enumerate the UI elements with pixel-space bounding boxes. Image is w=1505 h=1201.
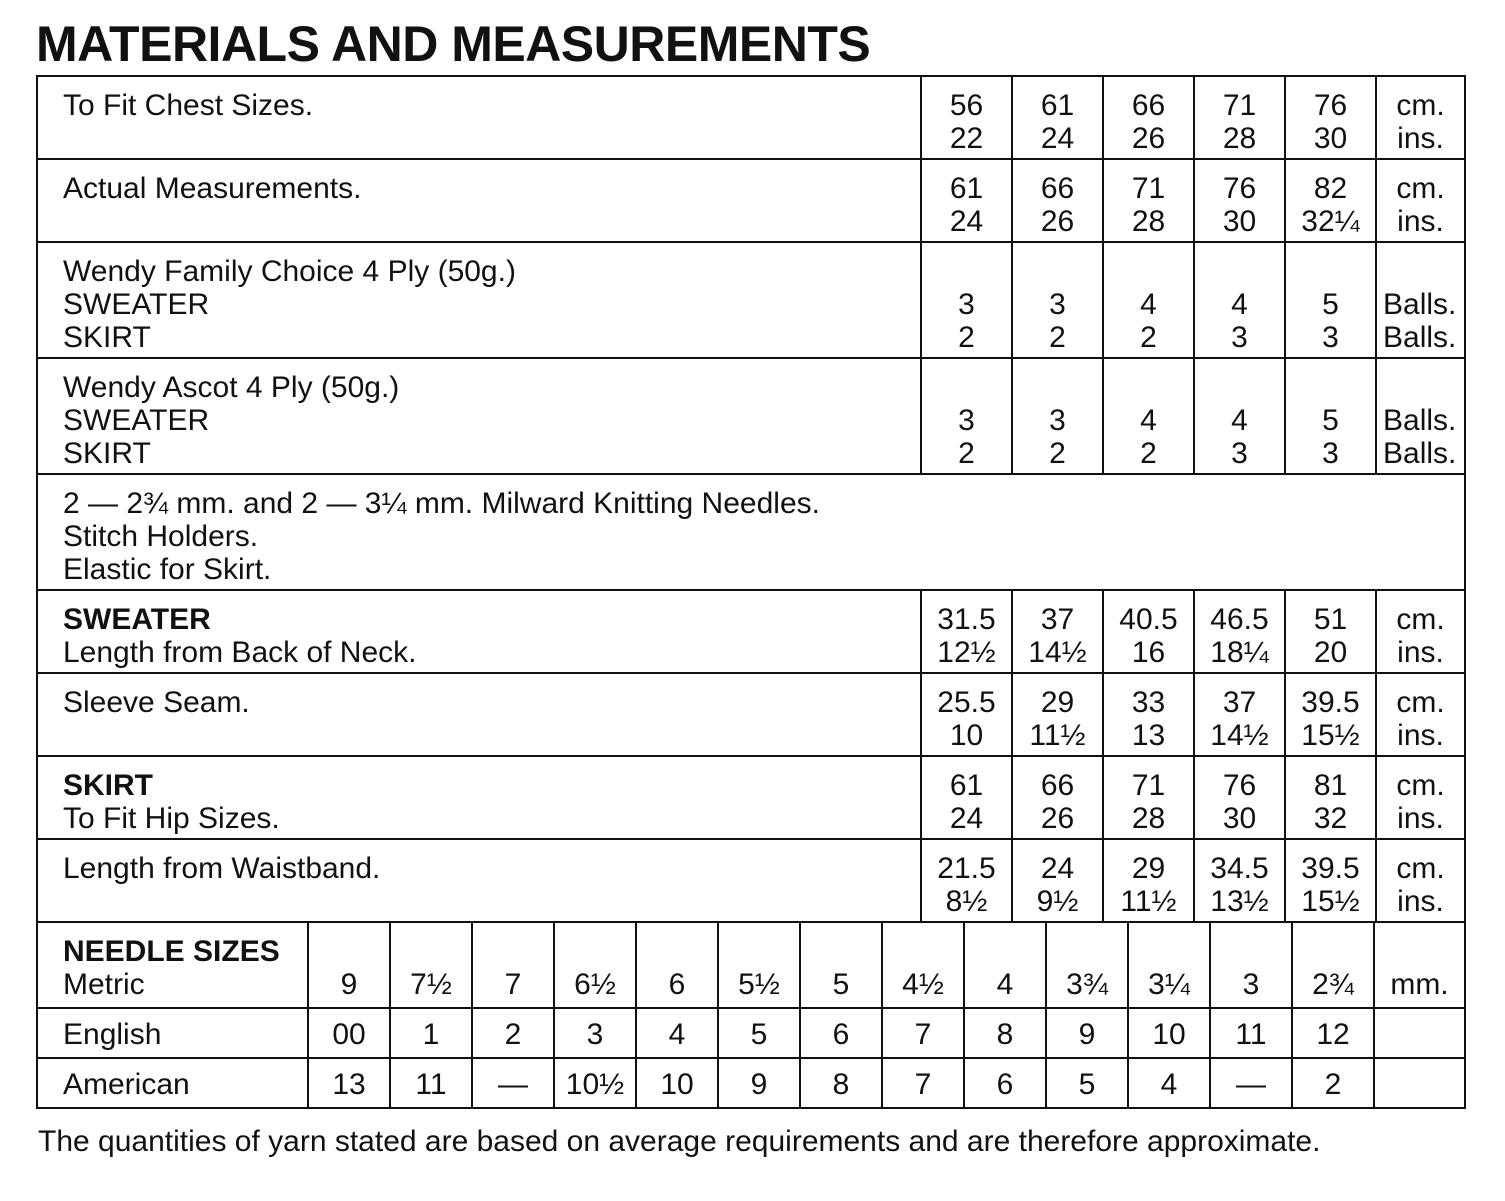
size-value [1285,242,1376,358]
row-actual [37,159,1465,242]
needle-label [37,1008,308,1058]
size-value-line: 4 [1231,288,1248,321]
needle-size-line: 3¾ [1066,968,1108,1001]
size-value-line: 71 [1131,172,1166,205]
needle-size-line: 8 [996,1018,1014,1051]
needle-size [472,922,554,1008]
needle-size-line: 4 [668,1018,686,1051]
size-value [1194,673,1285,756]
unit-cell-line: Balls. [1383,321,1457,354]
size-value [1194,590,1285,673]
needle-row-metric [37,922,1465,1008]
size-value-line: 3 [1049,288,1066,321]
unit-cell-line: ins. [1397,636,1444,669]
row-label [37,839,921,922]
unit-cell-line: Balls. [1383,288,1457,321]
needle-size [1374,922,1465,1008]
unit-cell [1376,673,1465,756]
size-value-line: 13½ [1210,885,1269,918]
unit-cell-line: cm. [1396,769,1445,802]
unit-cell-line [1383,255,1464,288]
size-value-line: 39.5 [1301,686,1360,719]
size-value-line: 10 [949,719,984,752]
size-value-line: 4 [1140,404,1157,437]
needle-size [718,1058,800,1108]
size-value-line: 29 [1131,852,1166,885]
yarn-label-line: SKIRT [63,437,151,470]
needle-size [308,1008,390,1058]
row-extras [37,474,1465,590]
yarn-label [37,358,921,474]
size-value [1194,358,1285,474]
size-value-line: 30 [1222,802,1257,835]
needle-size-line: 9 [1078,1018,1096,1051]
needle-size [1128,922,1210,1008]
size-value-line: 2 [958,321,975,354]
size-value-line [922,255,1011,288]
needle-sizes-table [36,921,1466,1109]
needle-size-line: 9 [340,968,358,1001]
size-value-line: 76 [1313,89,1348,122]
size-value-line [1013,255,1102,288]
size-value-line: 66 [1040,172,1075,205]
size-value [1103,242,1194,358]
needle-size [800,922,882,1008]
needle-size [800,1058,882,1108]
size-value-line: 16 [1131,636,1166,669]
size-value [1194,839,1285,922]
row-label-line: To Fit Chest Sizes. [63,89,314,122]
unit-cell-line: Balls. [1383,404,1457,437]
size-value-line: 40.5 [1119,603,1178,636]
needle-size [882,922,964,1008]
row-label [37,159,921,242]
needle-size-line: 12 [1316,1018,1350,1051]
unit-cell-line: ins. [1397,122,1444,155]
needle-size-line: 10½ [565,1068,625,1101]
size-value [1103,159,1194,242]
needle-size [554,1058,636,1108]
needle-size-line: 1 [422,1018,440,1051]
needle-size [1210,922,1292,1008]
needle-size [964,1008,1046,1058]
size-value-line: 32 [1313,802,1348,835]
size-value-line: 76 [1222,769,1257,802]
needle-size-line: 10 [1152,1018,1186,1051]
size-value-line: 37 [1222,686,1257,719]
unit-cell [1376,756,1465,839]
size-value [921,242,1012,358]
unit-cell-line: cm. [1396,89,1445,122]
size-value-line [1104,255,1193,288]
extras-cell-line: Elastic for Skirt. [63,553,272,586]
needle-size-line [1375,1068,1464,1101]
size-value-line: 3 [1231,437,1248,470]
row-label-line: Length from Waistband. [63,852,381,885]
size-value-line [1104,371,1193,404]
size-value-line: 66 [1040,769,1075,802]
needle-size-line: 7½ [410,968,452,1001]
row-label-line: Sleeve Seam. [63,686,250,719]
yarn-label [37,242,921,358]
unit-cell-line: ins. [1397,885,1444,918]
needle-size [964,922,1046,1008]
size-value-line: 71 [1131,769,1166,802]
needle-label-line: NEEDLE SIZES [63,935,280,968]
size-value [1103,839,1194,922]
needle-size-line: 7 [914,1068,932,1101]
size-value [921,839,1012,922]
needle-size-line: 3 [1242,968,1260,1001]
size-value-line: 26 [1040,205,1075,238]
needle-size [1128,1008,1210,1058]
unit-cell-line: ins. [1397,719,1444,752]
row-skirt-hip [37,756,1465,839]
needle-size [882,1008,964,1058]
size-value-line: 5 [1322,288,1339,321]
size-value [1194,756,1285,839]
row-label [37,76,921,159]
size-value-line: 24 [1040,852,1075,885]
needle-size-line: 6½ [574,968,616,1001]
size-value-line [1286,255,1375,288]
needle-size [636,1008,718,1058]
needle-size [554,922,636,1008]
size-value [921,358,1012,474]
size-value-line: 2 [1049,321,1066,354]
needle-label-line: American [63,1068,190,1101]
size-value-line: 8½ [945,885,988,918]
size-value-line: 12½ [937,636,996,669]
needle-size-line: — [1236,1068,1266,1101]
size-value [1285,76,1376,159]
size-value [1012,159,1103,242]
size-value-line: 3 [958,404,975,437]
needle-size [1292,1008,1374,1058]
needle-size [472,1058,554,1108]
size-value-line: 22 [949,122,984,155]
size-value-line: 4 [1140,288,1157,321]
needle-size-line: 10 [660,1068,694,1101]
needle-size [1210,1058,1292,1108]
unit-cell [1376,590,1465,673]
size-value [1285,673,1376,756]
size-value-line: 26 [1131,122,1166,155]
row-family [37,242,1465,358]
unit-cell-line [1383,371,1464,404]
needle-size [390,922,472,1008]
size-value [1285,756,1376,839]
size-value [1194,76,1285,159]
needle-row-english [37,1008,1465,1058]
size-value-line: 25.5 [937,686,996,719]
needle-size [1292,922,1374,1008]
size-value [1194,159,1285,242]
needle-label [37,922,308,1008]
size-value [1103,76,1194,159]
needle-size-line: 7 [504,968,522,1001]
size-value [1012,839,1103,922]
size-value-line: 39.5 [1301,852,1360,885]
size-value-line: 11½ [1029,719,1086,752]
needle-size [1374,1058,1465,1108]
measurements-table [36,75,1466,923]
footnote: The quantities of yarn stated are based on average requirements and are therefore approximate. [38,1125,1321,1158]
needle-size-line: 4½ [902,968,944,1001]
size-value-line: 2 [1140,321,1157,354]
needle-size-line [1375,1018,1464,1051]
needle-row-american [37,1058,1465,1108]
needle-size [718,1008,800,1058]
size-value [1103,756,1194,839]
extras-cell [37,474,1465,590]
row-label-line: SWEATER [63,603,211,636]
size-value-line: 3 [1231,321,1248,354]
needle-size-line: 5 [832,968,850,1001]
size-value-line: 71 [1222,89,1257,122]
row-skirt-length [37,839,1465,922]
size-value-line: 13 [1131,719,1166,752]
needle-size-line: 5½ [738,968,780,1001]
size-value-line: 66 [1131,89,1166,122]
needle-size-line: 3¼ [1148,968,1190,1001]
unit-cell [1376,76,1465,159]
needle-size-line: 7 [914,1018,932,1051]
size-value-line: 26 [1040,802,1075,835]
size-value [1285,590,1376,673]
size-value [1012,590,1103,673]
row-label [37,756,921,839]
needle-size-line: 4 [996,968,1014,1001]
needle-size [800,1008,882,1058]
needle-size [636,1058,718,1108]
needle-size-line: 11 [415,1068,447,1101]
size-value-line: 61 [949,172,984,205]
size-value [921,76,1012,159]
needle-size-line: 6 [832,1018,850,1051]
unit-cell [1376,839,1465,922]
needle-size-line: 9 [750,1068,768,1101]
row-sleeve [37,673,1465,756]
size-value-line: 28 [1222,122,1257,155]
size-value-line: 30 [1313,122,1348,155]
size-value-line [922,371,1011,404]
size-value-line: 82 [1313,172,1348,205]
needle-size-line: 2 [1324,1068,1342,1101]
size-value [921,756,1012,839]
size-value [1012,358,1103,474]
needle-size [964,1058,1046,1108]
page-title: MATERIALS AND MEASUREMENTS [36,16,871,72]
needle-size-line: 6 [668,968,686,1001]
yarn-label-line: Wendy Ascot 4 Ply (50g.) [63,371,400,404]
needle-size [390,1058,472,1108]
size-value-line: 28 [1131,205,1166,238]
needle-size [1128,1058,1210,1108]
row-label-line: To Fit Hip Sizes. [63,802,280,835]
size-value [1103,673,1194,756]
row-chest [37,76,1465,159]
needle-size-line: 13 [332,1068,366,1101]
needle-size [308,1058,390,1108]
size-value-line [1195,255,1284,288]
needle-size-line: 5 [750,1018,768,1051]
unit-cell-line: ins. [1397,205,1444,238]
size-value-line: 5 [1322,404,1339,437]
unit-cell-line: ins. [1397,802,1444,835]
size-value-line: 81 [1313,769,1348,802]
needle-size [1046,1058,1128,1108]
needle-size [1046,1008,1128,1058]
yarn-label-line: Wendy Family Choice 4 Ply (50g.) [63,255,516,288]
needle-size-line: mm. [1390,968,1449,1001]
needle-size-line: 11 [1235,1018,1267,1051]
size-value-line: 61 [1040,89,1075,122]
size-value-line: 24 [949,205,984,238]
needle-size-line: 8 [832,1068,850,1101]
needle-size-line: 00 [332,1018,366,1051]
size-value [1103,590,1194,673]
needle-size [718,922,800,1008]
size-value-line: 24 [949,802,984,835]
row-label-line: Actual Measurements. [63,172,362,205]
size-value [1194,242,1285,358]
size-value [1012,242,1103,358]
size-value-line [1013,371,1102,404]
needle-size-line: 4 [1160,1068,1178,1101]
size-value-line: 37 [1040,603,1075,636]
row-ascot [37,358,1465,474]
needle-size-line: — [498,1068,528,1101]
needle-size-line: 2¾ [1312,968,1354,1001]
needle-size [308,922,390,1008]
extras-cell-line: Stitch Holders. [63,520,259,553]
row-label [37,673,921,756]
size-value-line: 18¼ [1210,636,1269,669]
size-value-line: 20 [1313,636,1348,669]
size-value-line: 29 [1040,686,1075,719]
needle-label [37,1058,308,1108]
size-value [1012,756,1103,839]
size-value-line: 31.5 [937,603,996,636]
size-value-line: 2 [1140,437,1157,470]
size-value-line: 3 [1322,321,1339,354]
unit-cell-line: cm. [1396,603,1445,636]
size-value-line: 24 [1040,122,1075,155]
size-value-line: 14½ [1028,636,1087,669]
size-value-line: 9½ [1036,885,1079,918]
size-value-line: 15½ [1301,719,1360,752]
size-value-line: 61 [949,769,984,802]
size-value [921,673,1012,756]
unit-cell-line: cm. [1396,686,1445,719]
needle-label-line: Metric [63,968,145,1001]
needle-label-line: English [63,1018,162,1051]
size-value [1285,159,1376,242]
needle-size-line: 6 [996,1068,1014,1101]
needle-size [390,1008,472,1058]
needle-size [636,922,718,1008]
extras-cell-line: 2 — 2¾ mm. and 2 — 3¼ mm. Milward Knitting Needles. [63,487,820,520]
unit-cell [1376,358,1465,474]
row-sweater-length [37,590,1465,673]
needle-size [554,1008,636,1058]
size-value-line: 2 [958,437,975,470]
size-value-line: 32¼ [1301,205,1360,238]
unit-cell-line: Balls. [1383,437,1457,470]
row-label [37,590,921,673]
row-label-line: SKIRT [63,769,153,802]
unit-cell-line: cm. [1396,852,1445,885]
needle-size [472,1008,554,1058]
needle-size-line: 3 [586,1018,604,1051]
row-label-line: Length from Back of Neck. [63,636,417,669]
size-value [1012,76,1103,159]
size-value [1103,358,1194,474]
size-value-line: 56 [949,89,984,122]
size-value-line: 3 [958,288,975,321]
size-value [1012,673,1103,756]
size-value-line [1195,371,1284,404]
unit-cell-line: cm. [1396,172,1445,205]
yarn-label-line: SWEATER [63,288,210,321]
needle-size [1046,922,1128,1008]
size-value-line: 46.5 [1210,603,1269,636]
size-value-line: 14½ [1210,719,1269,752]
size-value-line: 76 [1222,172,1257,205]
needle-size [1292,1058,1374,1108]
yarn-label-line: SKIRT [63,321,151,354]
needle-size [1374,1008,1465,1058]
size-value-line: 51 [1313,603,1348,636]
size-value-line: 28 [1131,802,1166,835]
size-value-line: 21.5 [937,852,996,885]
needle-size-line: 2 [504,1018,522,1051]
size-value-line: 34.5 [1210,852,1269,885]
needle-size-line: 5 [1078,1068,1096,1101]
size-value [921,590,1012,673]
size-value-line: 4 [1231,404,1248,437]
unit-cell [1376,159,1465,242]
size-value [1285,358,1376,474]
size-value-line: 3 [1322,437,1339,470]
needle-size [1210,1008,1292,1058]
size-value [921,159,1012,242]
size-value-line [1286,371,1375,404]
yarn-label-line: SWEATER [63,404,210,437]
size-value-line: 15½ [1301,885,1360,918]
needle-size [882,1058,964,1108]
size-value [1285,839,1376,922]
unit-cell [1376,242,1465,358]
size-value-line: 11½ [1120,885,1177,918]
size-value-line: 33 [1131,686,1166,719]
size-value-line: 3 [1049,404,1066,437]
size-value-line: 2 [1049,437,1066,470]
size-value-line: 30 [1222,205,1257,238]
